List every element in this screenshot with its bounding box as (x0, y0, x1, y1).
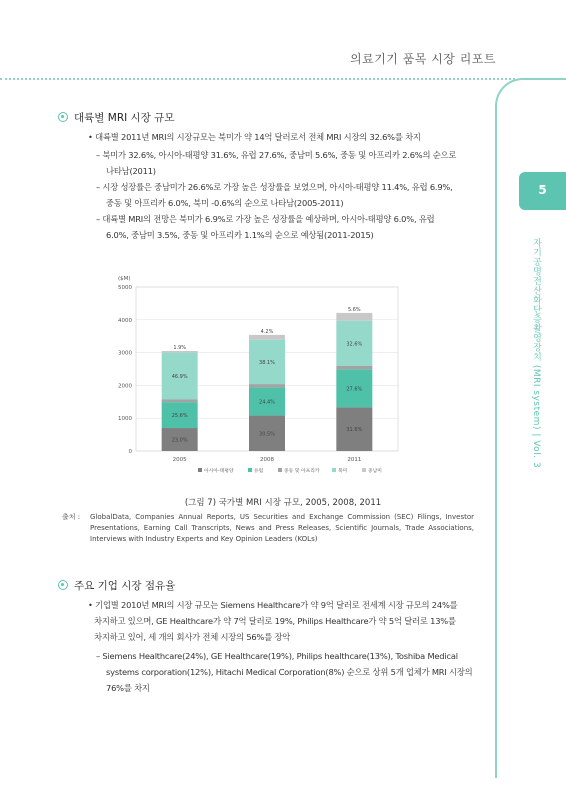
list-item: 중동 및 아프리카 6.0%, 북미 -0.6%의 순으로 나타남(2005-2011) (106, 198, 344, 208)
y-tick-label: 1000 (118, 416, 132, 423)
chapter-tab[interactable] (519, 172, 566, 210)
list-item: • 기업별 2010년 MRI의 시장 규모는 Siemens Healthcare가 약 9억 달러로 전세계 시장 규모의 24%를 (88, 600, 458, 610)
data-label: 5.6% (347, 306, 361, 313)
source-label: 출처 : (62, 513, 81, 521)
data-label: 4.2% (260, 328, 274, 335)
source-text: GlobalData, Companies Annual Reports, US Securities and Exchange Commission (SEC) Filings, Investor Presentations, Earning Call Transcripts, News and Press Releases, Scientific Journals, Trade Associations, Interviews with Industry Experts and Key Opinion Leaders (KOLs) (90, 513, 474, 543)
data-label: 25.6% (171, 413, 188, 420)
figure-source (62, 512, 474, 545)
section-heading-companies (58, 578, 175, 593)
data-label: 30.5% (259, 431, 275, 438)
side-vertical-title: 자기공명전산화단층촬영장치 (MRI system) | Vol. 3 (531, 238, 541, 469)
bullet-paragraph (88, 597, 457, 645)
circle-bullet-icon (58, 580, 68, 590)
mri-market-chart (110, 270, 410, 480)
legend-swatch (362, 468, 366, 472)
list-item: – 시장 성장률은 중남미가 26.6%로 가장 높은 성장률을 보였으며, 아시아-태평양 11.4%, 유럽 6.9%, (96, 182, 453, 192)
header-divider (0, 78, 515, 80)
list-item: – 대륙별 MRI의 전망은 북미가 6.9%로 가장 높은 성장률을 예상하며, 아시아-태평양 6.0%, 유럽 (96, 214, 435, 224)
list-item: 6.0%, 중남미 3.5%, 중동 및 아프리카 1.1%의 순으로 예상됨(2011-2015) (106, 230, 374, 240)
data-label: 27.6% (346, 386, 363, 393)
bar-segment (336, 366, 372, 370)
legend-swatch (248, 468, 252, 472)
legend-label: 아시아-태평양 (204, 469, 234, 474)
list-item: 차지하고 있으며, GE Healthcare가 약 7억 달러로 19%, Philips Healthcare가 약 5억 달러로 13%를 (94, 616, 456, 626)
y-tick-label: 3000 (118, 350, 132, 357)
sub-bullet-list (96, 147, 456, 243)
bullet-paragraph: • 대륙별 2011년 MRI의 시장규모는 북미가 약 14억 달러로서 전체 MRI 시장의 32.6%를 차지 (88, 132, 421, 142)
bar-segment (162, 400, 198, 403)
sub-bullet-list (96, 648, 473, 696)
data-label: 31.6% (346, 427, 363, 434)
bar-segment (249, 335, 285, 340)
data-label: 46.9% (171, 374, 188, 381)
x-tick-label: 2011 (347, 457, 362, 463)
legend-swatch (198, 468, 202, 472)
x-tick-label: 2005 (172, 457, 187, 463)
legend-label: 중동 및 아프리카 (284, 469, 320, 474)
circle-bullet-icon (58, 112, 68, 122)
list-item: 차지하고 있어, 세 개의 회사가 전체 시장의 56%를 장악 (94, 632, 291, 642)
legend-swatch (278, 468, 282, 472)
list-item: systems corporation(12%), Hitachi Medical Corporation(8%) 순으로 상위 5개 업체가 MRI 시장의 (106, 667, 473, 677)
legend-label: 중남미 (368, 469, 382, 474)
y-tick-label: 5000 (118, 285, 132, 291)
report-title: 의료기기 품목 시장 리포트 (350, 52, 496, 66)
x-tick-label: 2008 (260, 457, 274, 463)
y-tick-label: 4000 (118, 317, 132, 324)
data-label: 38.1% (259, 359, 275, 366)
list-item: 76%를 차지 (106, 683, 150, 693)
data-label: 24.4% (259, 399, 275, 406)
data-label: 32.6% (346, 341, 363, 348)
section-heading-text: 대륙별 MRI 시장 규모 (74, 112, 175, 124)
legend-label: 유럽 (254, 469, 264, 474)
data-label: 23.0% (171, 437, 188, 444)
legend-label: 북미 (338, 469, 348, 474)
section-heading-regional (58, 110, 174, 125)
stacked-bar-chart (110, 270, 410, 480)
list-item: – Siemens Healthcare(24%), GE Healthcare(19%), Philips healthcare(13%), Toshiba Medical (96, 651, 458, 661)
bar-segment (336, 313, 372, 321)
bar-segment (249, 384, 285, 387)
y-tick-label: 2000 (118, 383, 132, 390)
chapter-number: 5 (538, 183, 547, 197)
legend-swatch (332, 468, 336, 472)
section-heading-text: 주요 기업 시장 점유율 (74, 580, 176, 592)
data-label: 1.9% (173, 344, 187, 351)
list-item: – 북미가 32.6%, 아시아-태평양 31.6%, 유럽 27.6%, 중남미 5.6%, 중동 및 아프리카 2.6%의 순으로 (96, 150, 457, 160)
y-tick-label: 0 (128, 449, 132, 455)
list-item: 나타남(2011) (106, 166, 156, 176)
figure-caption: (그림 7) 국가별 MRI 시장 규모, 2005, 2008, 2011 (184, 498, 382, 508)
y-unit-label: ($M) (118, 276, 131, 282)
bar-segment (162, 351, 198, 353)
